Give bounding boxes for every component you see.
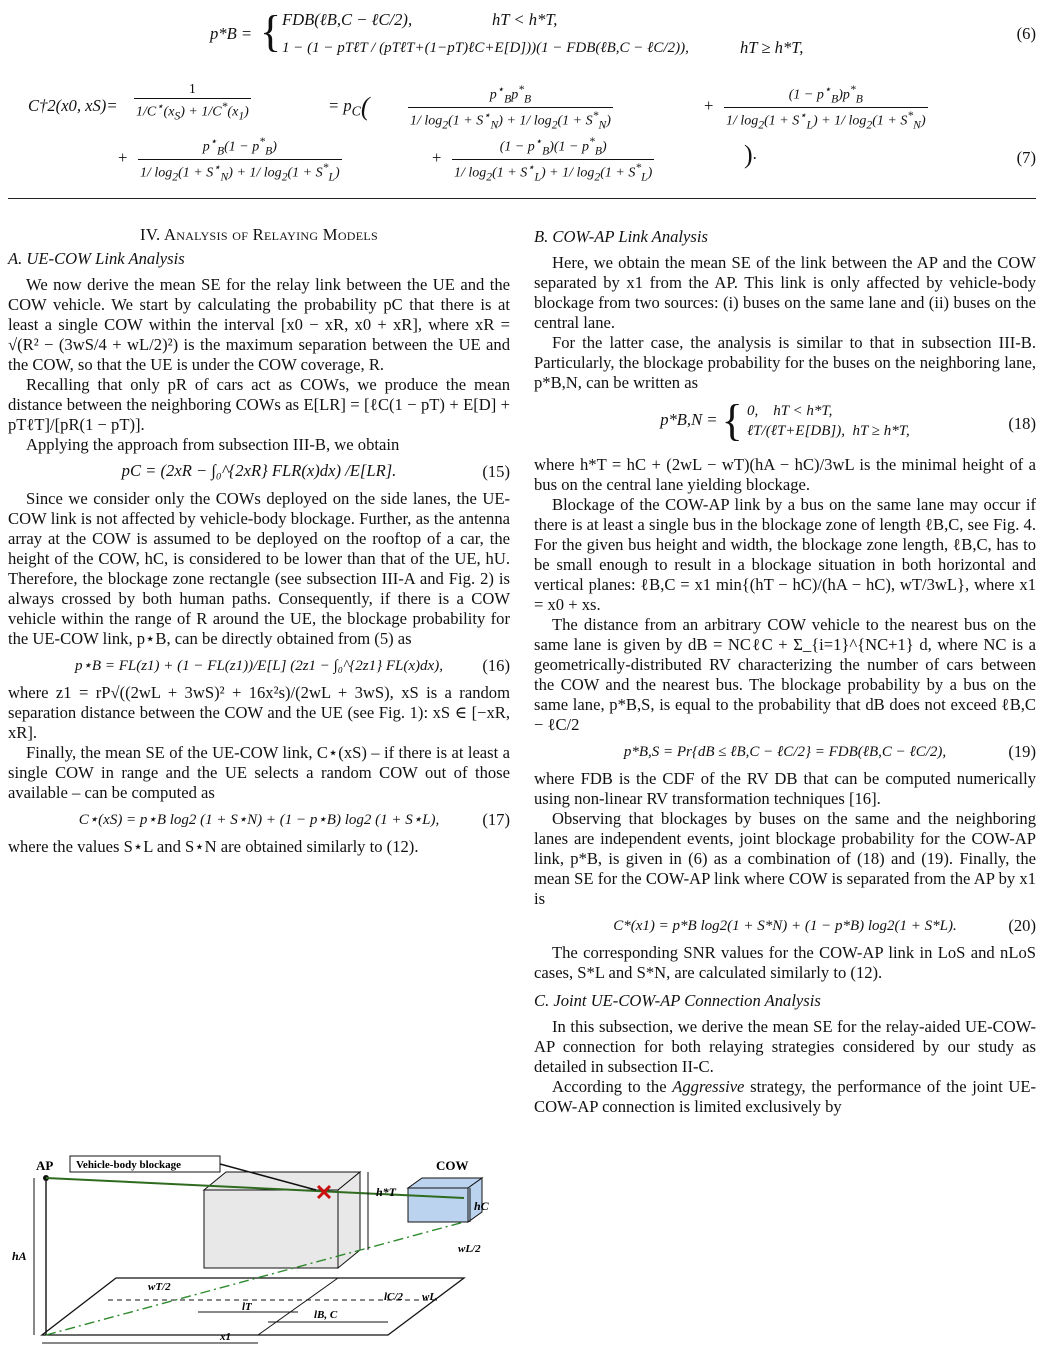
road-plane bbox=[42, 1278, 464, 1335]
equation-20 bbox=[534, 915, 1036, 937]
text-run: According to the bbox=[552, 1077, 673, 1096]
strategy-name: Aggressive bbox=[672, 1077, 745, 1096]
eq16-number: (16) bbox=[482, 656, 510, 675]
paragraph: Here, we obtain the mean SE of the link between the AP and the COW separated by x1 from the AP. This link is only affected by vehicle-body blockage from two sources: (i) buses on the same lane and (ii) buses on the central lane. bbox=[534, 253, 1036, 332]
label-ha: hA bbox=[12, 1249, 27, 1263]
eq6-case2: 1 − (1 − pTℓT / (pTℓT+(1−pT)ℓC+E[D]))(1 − FDB(ℓB,C − ℓC/2)), bbox=[282, 40, 689, 56]
paragraph: Since we consider only the COWs deployed on the side lanes, the UE-COW link is not affected by vehicle-body blockage. Further, as the antenna array at the COW is assumed to be deployed on the rooftop of a car, the height of the COW, hC, is considered to be lower than that of the UE, hU. Therefore, the blockage zone rectangle (see subsection III-A and Fig. 2) is always crossed by both human paths. Consequently, if there is a COW vehicle within the range of R around the UE, the blockage probability for the UE-COW link, p⋆B, can be directly obtained from (5) as bbox=[8, 489, 510, 648]
left-column bbox=[8, 225, 510, 857]
eq18-cases bbox=[747, 401, 910, 441]
eq7-frac-3: $\frac{p^⋆_B(1 - p^*_B)}{1/ \log_2(1 + S^⋆_N) + 1/ \log_2(1 + S^*_L)}$ bbox=[140, 135, 340, 184]
eq7-frac-2: $\frac{(1 - p^⋆_B)p^*_B}{1/ \log_2(1 + S^⋆_L) + 1/ \log_2(1 + S^*_N)}$ bbox=[726, 83, 926, 132]
cow-front bbox=[408, 1188, 468, 1222]
paragraph: where the values S⋆L and S⋆N are obtained similarly to (12). bbox=[8, 837, 419, 856]
paragraph: We now derive the mean SE for the relay link between the UE and the COW vehicle. We start by calculating the probability pC that there is at least a single COW within the interval [x0 − xR, x0 + xR], where xR = √(R² − (3wS/4 + wL/2)²) is the maximum separation between the UE and the COW, so that the UE is under the COW coverage, R. bbox=[8, 275, 510, 374]
subsection-a-title: A. UE-COW Link Analysis bbox=[8, 249, 185, 268]
figure-4 bbox=[8, 1150, 508, 1345]
blockage-geometry-diagram bbox=[8, 1150, 508, 1345]
eq6-case1: FDB(ℓB,C − ℓC/2), bbox=[282, 10, 413, 29]
equation-16 bbox=[8, 655, 510, 677]
eq7-number: (7) bbox=[1016, 148, 1036, 167]
eq15-body: pC = (2xR − ∫₀^{2xR} FLR(x)dx) /E[LR]. bbox=[121, 461, 397, 480]
label-lbc: lB, C bbox=[314, 1309, 338, 1321]
label-wl2: wL/2 bbox=[458, 1243, 481, 1255]
eq7-frac-1: $\frac{p^⋆_Bp^*_B}{1/ \log_2(1 + S^⋆_N) + 1/ \log_2(1 + S^*_N)}$ bbox=[410, 83, 611, 132]
eq18-cond1: hT < h*T, bbox=[773, 403, 833, 419]
label-ap: AP bbox=[36, 1158, 54, 1173]
eq7-lhs: C†2(x0, xS)= bbox=[28, 96, 118, 115]
eq18-brace: { bbox=[721, 396, 743, 445]
label-x1: x1 bbox=[220, 1331, 231, 1343]
paragraph: For the latter case, the analysis is similar to that in subsection III-B. Particularly, the blockage probability for the buses on the neighboring lane, p*B,N, can be written as bbox=[534, 333, 1036, 392]
paragraph: The distance from an arbitrary COW vehicle to the nearest bus on the same lane is given by dB = NCℓC + Σ_{i=1}^{NC+1} d, where NC is a geometrically-distributed RV characterizing the number of cars between the COW and the nearest bus. The blockage probability by a bus on the same lane, p*B,S, is equal to the probability that dB does not exceed ℓB,C − ℓC/2 bbox=[534, 615, 1036, 734]
subsection-b-title: B. COW-AP Link Analysis bbox=[534, 227, 708, 246]
subsection-c-title: C. Joint UE-COW-AP Connection Analysis bbox=[534, 991, 821, 1010]
label-wl: wL bbox=[422, 1291, 437, 1303]
eq17-body: C⋆(xS) = p⋆B log2 (1 + S⋆N) + (1 − p⋆B) log2 (1 + S⋆L), bbox=[78, 812, 440, 828]
eq19-number: (19) bbox=[1008, 742, 1036, 761]
label-lt: lT bbox=[242, 1301, 252, 1313]
paragraph: where FDB is the CDF of the RV DB that can be computed numerically using non-linear RV transformation techniques [16]. bbox=[534, 769, 1036, 808]
eq20-body: C*(x1) = p*B log2(1 + S*N) + (1 − p*B) log2(1 + S*L). bbox=[613, 918, 957, 934]
eq18-case1: 0, bbox=[746, 403, 759, 419]
label-lc2: lC/2 bbox=[384, 1291, 403, 1303]
eq18-number: (18) bbox=[1008, 414, 1036, 433]
paragraph: Observing that blockages by buses on the same and the neighboring lanes are independent events, joint blockage probability for the COW-AP link, p*B, is given in (6) as a combination of (18) and (19). Finally, the mean SE for the COW-AP link where COW is separated from the AP by x1 is bbox=[534, 809, 1036, 908]
paragraph: Applying the approach from subsection III-B, we obtain bbox=[26, 435, 400, 454]
eq18-case2: ℓT/(ℓT+E[DB]), bbox=[746, 423, 845, 439]
eq6-brace: { bbox=[260, 7, 282, 56]
lane-line bbox=[258, 1278, 338, 1335]
eq6-cond1: hT < h*T, bbox=[492, 10, 558, 29]
label-ht: h*T bbox=[376, 1185, 397, 1199]
paragraph: Finally, the mean SE of the UE-COW link, C⋆(xS) – if there is at least a single COW in range and the UE selects a random COW out of those available – can be computed as bbox=[8, 743, 510, 802]
equation-18 bbox=[534, 396, 1036, 449]
equation-15 bbox=[8, 461, 510, 483]
label-hc: hC bbox=[474, 1199, 489, 1213]
text-run: strategy, the performance of the joint UE-COW-AP connection is limited exclusively by bbox=[534, 1077, 1036, 1116]
bus-front bbox=[204, 1190, 338, 1268]
label-cow: COW bbox=[436, 1158, 469, 1173]
label-wt2: wT/2 bbox=[148, 1281, 171, 1293]
equation-6 bbox=[210, 6, 1030, 64]
paragraph bbox=[534, 1077, 1036, 1117]
paragraph: where z1 = rP√((2wL + 3wS)² + 16x²s)/(2wL + 3wS), xS is a random separation distance between the COW and the UE (see Fig. 1): xS ∈ [−xR, xR]. bbox=[8, 683, 510, 742]
equation-19 bbox=[534, 741, 1036, 763]
eq15-number: (15) bbox=[482, 462, 510, 481]
eq7-frac-main: $\frac{1}{1/C^⋆(x_S) + 1/C^*(x_1)}$ bbox=[136, 82, 249, 123]
label-blockage: Vehicle-body blockage bbox=[76, 1159, 182, 1171]
paragraph: The corresponding SNR values for the COW-AP link in LoS and nLoS cases, S*L and S*N, are calculated similarly to (12). bbox=[534, 943, 1036, 982]
right-column bbox=[534, 225, 1036, 1117]
section-title: IV. Analysis of Relaying Models bbox=[140, 225, 378, 244]
equation-17 bbox=[8, 809, 510, 831]
eq20-number: (20) bbox=[1008, 916, 1036, 935]
paragraph: Blockage of the COW-AP link by a bus on the same lane may occur if there is at least a single bus in the blockage zone of length ℓB,C, see Fig. 4. For the given bus height and width, the blockage zone length, ℓB,C, has to be small enough to result in a blockage situation in both horizontal and vertical planes: ℓB,C = x1 min{(hT − hC)/(hA − hC), wT/3wL}, where x1 = x0 + xs. bbox=[534, 495, 1036, 614]
eq16-body: p⋆B = FL(z1) + (1 − FL(z1))/E[L] (2z1 − ∫₀^{2z1} FL(x)dx), bbox=[75, 658, 443, 674]
eq18-lhs: p*B,N = bbox=[660, 409, 718, 429]
eq17-number: (17) bbox=[482, 810, 510, 829]
equation-7: C†2(x0, xS)= $\frac{1}{1/C^⋆(x_S) + 1/C^*(x_1)}$ = $p_C$( $\frac{p^⋆_Bp^*_B}{1/ \log_2(1 + S^⋆_N) + 1/ \log_2(1 + S^*_N)}$ + $\frac{(1 - p^⋆_B)p^*_B}{1/ \log_2(1 + S^⋆_L) + 1/ \log_2(1 + S^*_N)}$ + $\frac{p^⋆_B(1 - p^*_B)}{1/ \log_2(1 + S^⋆_N) + 1/ \log_2(1 + S^*_L)}$ + $\frac{(1 - p^⋆_B)(1 - p^*_B)}{1/ \log_2(1 + S^⋆_L) + 1/ \log_2(1 + S^*_L)}$ ). bbox=[28, 82, 926, 184]
eq18-cond2: hT ≥ h*T, bbox=[852, 423, 910, 439]
eq6-lhs: p*B = bbox=[210, 24, 253, 43]
eq6-cond2: hT ≥ h*T, bbox=[740, 38, 804, 57]
paragraph: Recalling that only pR of cars act as COWs, we produce the mean distance between the neighboring COWs as E[LR] = [ℓC(1 − pT) + E[D] + pTℓT]/[pR(1 − pT)]. bbox=[8, 375, 510, 434]
paragraph: where h*T = hC + (2wL − wT)(hA − hC)/3wL is the minimal height of a bus on the central lane yielding blockage. bbox=[534, 455, 1036, 494]
eq19-body: p*B,S = Pr{dB ≤ ℓB,C − ℓC/2} = FDB(ℓB,C − ℓC/2), bbox=[623, 744, 947, 760]
eq7-frac-4: $\frac{(1 - p^⋆_B)(1 - p^*_B)}{1/ \log_2(1 + S^⋆_L) + 1/ \log_2(1 + S^*_L)}$ bbox=[454, 135, 653, 184]
paragraph: In this subsection, we derive the mean SE for the relay-aided UE-COW-AP connection for both relaying strategies considered by our study as detailed in subsection II-C. bbox=[534, 1017, 1036, 1076]
eq6-number: (6) bbox=[1016, 24, 1036, 43]
equation-divider bbox=[8, 198, 1036, 199]
top-equations bbox=[0, 0, 1044, 200]
